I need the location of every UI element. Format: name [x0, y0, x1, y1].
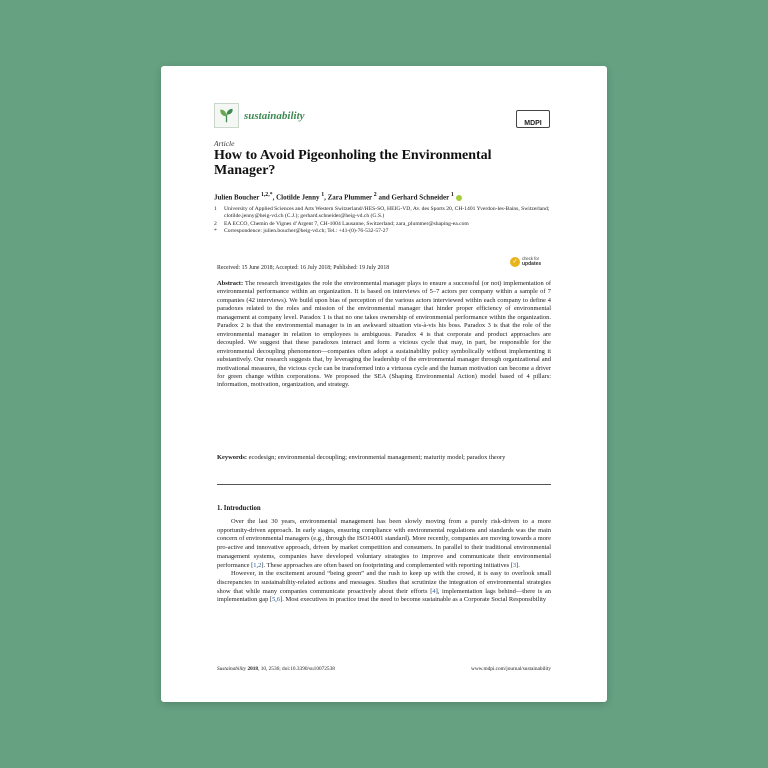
affiliation-item: [214, 206, 554, 221]
check-updates-icon: ✓: [510, 257, 520, 267]
citation-link[interactable]: 5: [272, 596, 276, 604]
paper-page: [161, 66, 607, 702]
publication-dates: Received: 15 June 2018; Accepted: 16 July 2018; Published: 19 July 2018: [217, 265, 390, 271]
section-heading: 1. Introduction: [217, 505, 261, 512]
publisher-name: MDPI: [524, 120, 542, 127]
citation-link[interactable]: 2: [258, 561, 262, 569]
author-affil-mark: 2: [373, 192, 377, 198]
citation-link[interactable]: 3: [512, 561, 517, 569]
correspondence-text: Correspondence: julien.boucher@heig-vd.ch; Tel.: +41-(0)-76-532-57-27: [224, 227, 389, 234]
footer-year: 2018: [247, 666, 259, 672]
author-name: Julien Boucher: [214, 193, 260, 202]
citation-link[interactable]: 4: [432, 587, 436, 595]
author-list: Julien Boucher $^{1,2,*}$, Clotilde Jenny $^1$, Zara Plummer $^2$ and Gerhard Schneider $^1$: [214, 192, 554, 201]
paragraph: However, in the excitement around “being green” and the rush to keep up with the crowd, it is easy to overlook small discrepancies in sustainability-related actions and messages. Studies that scrutinize the integration of environmental strategies show that while many companies communicate proactively about their efforts [4], implementation lags behind—there is an implementation gap [5,6]. Most executives in practice treat the need to become sustainable as a Corporate Social Responsibility: [217, 570, 551, 604]
affiliation-item: [214, 221, 554, 228]
affiliation-text: EA ECCO, Chemin de Vignes d’Argent 7, CH-1004 Lausanne, Switzerland; zara_plummer@shaping-ea.com: [224, 220, 469, 227]
journal-name: sustainability: [244, 109, 305, 122]
journal-header: [214, 103, 305, 128]
orcid-icon[interactable]: [456, 195, 462, 201]
affiliation-number: 1: [214, 206, 217, 212]
citation-link[interactable]: 1: [253, 561, 257, 569]
author-name: Gerhard Schneider: [391, 193, 450, 202]
author-affil-mark: 1: [321, 192, 325, 198]
abstract-label: Abstract:: [217, 280, 244, 287]
author-name: Zara Plummer: [327, 193, 373, 202]
abstract: [217, 280, 551, 390]
author-name: Clotilde Jenny: [276, 193, 320, 202]
citation-link[interactable]: 6: [276, 596, 281, 604]
introduction-body: [217, 518, 551, 605]
footer-volume-doi: , 10, 2536; doi:10.3390/su10072538: [258, 666, 335, 672]
footer-journal: Sustainability: [217, 666, 247, 672]
footer-journal-url[interactable]: www.mdpi.com/journal/sustainability: [471, 666, 551, 672]
section-divider: [217, 484, 551, 485]
affiliations: [214, 206, 554, 235]
keywords-label: Keywords:: [217, 454, 248, 461]
paper-title: How to Avoid Pigeonholing the Environmental Manager?: [214, 148, 492, 178]
author-conjunction: and: [378, 193, 390, 202]
check-updates-line2: updates: [522, 261, 542, 267]
footer-citation: [217, 666, 335, 672]
affiliation-number: 2: [214, 220, 217, 227]
affiliation-text: University of Applied Sciences and Arts Western Switzerland//HES-SO, HEIG-VD, Av. des Sports 20, CH-1401 Yverdon-les-Bains, Switzerland; clotilde.jenny@heig-vd.ch (C.J.); gerhard.schneider@heig-vd.ch (G.S.): [224, 206, 550, 220]
paragraph: Over the last 30 years, environmental management has been slowly moving from a purely risk-driven to a more opportunity-driven approach. In early stages, ensuring compliance with environmental regulations and standards was the main concern of environmental managers (e.g., through the ISO14001 standard). More recently, companies are moving towards a more pro-active and innovative approach, driven by market competition and consumers. In parallel to their traditional environmental management systems, companies have developed voluntary strategies to improve and communicate their environmental performance [1,2]. These approaches are often based on footprinting and complemented with reporting initiatives [3].: [217, 518, 551, 569]
author-affil-mark: 1: [450, 192, 454, 198]
check-for-updates-badge[interactable]: [510, 256, 541, 267]
check-updates-line1: check for: [522, 256, 539, 261]
publisher-logo: [516, 110, 550, 128]
journal-logo-icon: [214, 103, 239, 128]
abstract-text: The research investigates the role the environmental manager plays to ensure a successful (or not) implementation of environmental performance within an organization. It is based on interviews of 5–7 actors per company within a sample of 7 companies (42 interviews). We build upon bias of perception of the various actors interviewed within each company to define 4 paradoxes related to the roles and mission of the environmental manager that hinder proper efficiency of environmental management at company level. Paradox 1 is that no one takes ownership of environmental performance within the organization. Paradox 2 is that the environmental manager is in an awkward situation vis-à-vis his boss. Paradox 3 is that the role of the environmental manager in relation to employees is ambiguous. Paradox 4 is that corporate and product approaches are decoupled. We suggest that these paradoxes interact and form a vicious cycle that may, in part, be responsible for the environmental decoupling phenomenon—companies often adopt a sustainability policy symbolically without implementing it substantively. Our research suggests that, by leveraging the leadership of the environmental manager through organizational and motivational measures, the vicious cycle can be transformed into a virtuous cycle and the human motivation can become a driver for green change within corporations. We proposed the SEA (Shaping Environmental Action) model based of 4 pillars: information, motivation, organization, and strategy.: [217, 280, 551, 389]
affiliation-number: *: [214, 227, 217, 234]
author-affil-mark: 1,2,*: [260, 192, 273, 198]
affiliation-item: [214, 228, 554, 235]
keywords-text: ecodesign; environmental decoupling; environmental management; maturity model; paradox theory: [248, 454, 506, 461]
keywords: [217, 454, 551, 463]
article-type: Article: [214, 139, 235, 148]
